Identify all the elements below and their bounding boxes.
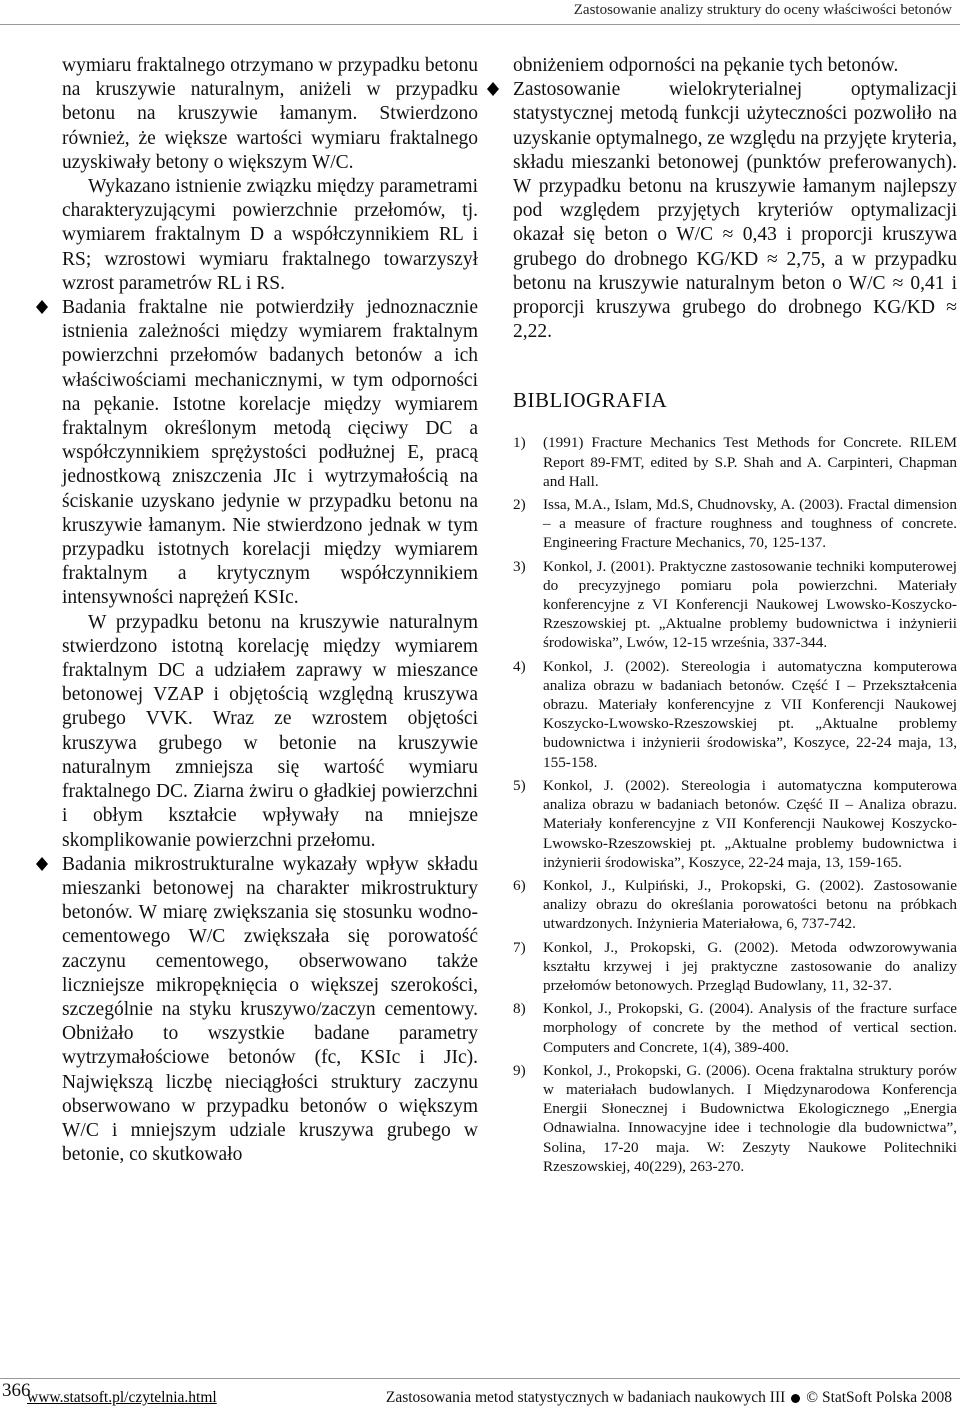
reference-item: [513, 433, 957, 491]
bullet-item: [62, 296, 478, 611]
reference-number: 5): [513, 776, 526, 794]
reference-text: Konkol, J. (2001). Praktyczne zastosowanie techniki komputerowej do precyzyjnego pomiaru pola powierzchni. Materiały konferencyjne z VI Konferencji Naukowej Lwowsko-Koszycko-Rzeszowskiej pt. „Aktualne problemy budownictwa i inżynierii środowiska”, Lwów, 12-15 września, 337-344.: [543, 557, 957, 652]
reference-number: 1): [513, 434, 526, 452]
reference-text: Konkol, J. (2002). Stereologia i automatyczna komputerowa analiza obrazu w badaniach betonów. Część II – Analiza obrazu. Materiały konferencyjne z VII Konferencji Naukowej Koszycko-Lwowsko-Rzeszowskiej pt. „Aktualne problemy budownictwa i inżynierii środowiska”, Koszyce, 22-24 maja, 13, 159-165.: [543, 776, 957, 871]
reference-number: 8): [513, 1000, 526, 1018]
diamond-bullet-icon: [36, 300, 48, 314]
reference-item: [513, 999, 957, 1057]
reference-text: Konkol, J., Prokopski, G. (2002). Metoda odwzorowywania kształtu krzywej i jej praktyczne zastosowanie do analizy przełomów betonowych. Przegląd Budowlany, 11, 32-37.: [543, 938, 957, 994]
reference-item: [513, 495, 957, 553]
diamond-bullet-icon: [36, 857, 48, 871]
diamond-bullet-icon: [487, 82, 499, 96]
reference-text: Konkol, J., Kulpiński, J., Prokopski, G. (2002). Zastosowanie analizy obrazu do określania porowatości betonu na próbkach utwardzonych. Inżynieria Materiałowa, 6, 737-742.: [543, 876, 957, 933]
bullet-text: Badania fraktalne nie potwierdziły jednoznacznie istnienia zależności między wymiarem fraktalnym powierzchni przełomów badanych betonów a ich właściwościami mechanicznymi, w tym odporności na pękanie. Istotne korelacje między wymiarem fraktalnym określonym metodą cięciwy DC a współczynnikiem sprężystości podłużnej E, pracą jednostkową zniszczenia JIc i wytrzymałością na ściskanie uzyskano jedynie w przypadku betonu na kruszywie łamanym. Nie stwierdzono jednak w tym przypadku istotnych korelacji między wymiarem fraktalnym a krytycznym współczynnikiem intensywności naprężeń KSIc.: [62, 297, 478, 609]
reference-item: [513, 657, 957, 772]
reference-number: 6): [513, 876, 526, 894]
page-number: 366: [2, 1380, 31, 1401]
reference-text: Konkol, J., Prokopski, G. (2006). Ocena fraktalna struktury porów w materiałach budowlanych. I Międzynarodowa Konferencja Energii Słonecznej i Budownictwa Ekologicznego „Energia Odnawialna. Innowacyjne idee i technologie dla budownictwa”, Solina, 17-20 maja. W: Zeszyty Naukowe Politechniki Rzeszowskiej, 40(229), 263-270.: [543, 1061, 957, 1175]
paragraph: Wykazano istnienie związku między parametrami charakteryzującymi powierzchnie przełomów, tj. wymiarem fraktalnym D a współczynnikiem RL i RS; wzrostowi wymiaru fraktalnego towarzyszył wzrost parametrów RL i RS.: [62, 176, 478, 294]
reference-item: [513, 938, 957, 996]
reference-text: (1991) Fracture Mechanics Test Methods for Concrete. RILEM Report 89-FMT, edited by S.P. Shah and A. Carpinteri, Chapman and Hall.: [543, 434, 957, 490]
header-rule: [0, 24, 960, 25]
bullet-item: [62, 853, 478, 1168]
reference-text: Konkol, J., Prokopski, G. (2004). Analysis of the fracture surface morphology of concrete by the method of vertical section. Computers and Concrete, 1(4), 389-400.: [543, 1000, 957, 1056]
bullet-item: [513, 78, 957, 344]
paragraph: wymiaru fraktalnego otrzymano w przypadku betonu na kruszywie naturalnym, aniżeli w przypadku betonu na kruszywie łamanym. Stwierdzono również, że większe wartości wymiaru fraktalnego uzyskiwały betony o większym W/C.: [62, 55, 478, 173]
footer-rule: [0, 1378, 960, 1379]
footer-link[interactable]: www.statsoft.pl/czytelnia.html: [27, 1389, 217, 1406]
reference-number: 2): [513, 496, 526, 514]
bullet-text: Badania mikrostrukturalne wykazały wpływ składu mieszanki betonowej na charakter mikrostruktury betonów. W miarę zwiększania się stosunku wodno-cementowego W/C zwiększała się porowatość zaczynu cementowego, obserwowano także liczniejsze mikropęknięcia o większej szerokości, szczególnie na styku kruszywo/zaczyn cementowy. Obniżało to wszystkie badane parametry wytrzymałościowe betonów (fc, KSIc i JIc). Największą liczbę nieciągłości struktury zaczynu obserwowano w przypadku betonów o większym W/C i mniejszym udziale kruszywa grubego w betonie, co skutkowało: [62, 853, 478, 1166]
reference-text: Konkol, J. (2002). Stereologia i automatyczna komputerowa analiza obrazu w badaniach betonów. Część I – Przekształcenia obrazu. Materiały konferencyjne z VII Konferencji Naukowej Koszycko-Lwowsko-Rzeszowskiej pt. „Aktualne problemy budownictwa i inżynierii środowiska”, Koszyce, 22-24 maja, 13, 155-158.: [543, 657, 957, 771]
copyright: © StatSoft Polska 2008: [806, 1389, 952, 1406]
footer-credit: [386, 1389, 952, 1407]
reference-item: [513, 1061, 957, 1176]
paragraph: W przypadku betonu na kruszywie naturalnym stwierdzono istotną korelację między wymiarem fraktalnym DC a udziałem zaprawy w mieszance betonowej VZAP i objętością względną kruszywa grubego VVK. Wraz ze wzrostem objętości kruszywa grubego w betonie na kruszywie naturalnym zmniejsza się wartość wymiaru fraktalnego DC. Ziarna żwiru o gładkiej powierzchni i obłym kształcie wpływały na mniejsze skomplikowanie powierzchni przełomu.: [62, 611, 478, 851]
reference-text: Issa, M.A., Islam, Md.S, Chudnovsky, A. (2003). Fractal dimension – a measure of fracture roughness and toughness of concrete. Engineering Fracture Mechanics, 70, 125-137.: [543, 496, 957, 552]
bibliography-heading: BIBLIOGRAFIA: [513, 388, 668, 413]
paragraph: obniżeniem odporności na pękanie tych betonów.: [513, 55, 899, 76]
reference-item: [513, 876, 957, 934]
bibliography-list: [513, 433, 957, 1176]
running-header: Zastosowanie analizy struktury do oceny właściwości betonów: [573, 2, 952, 18]
bullet-text: Zastosowanie wielokryterialnej optymalizacji statystycznej metodą funkcji użyteczności pozwoliło na uzyskanie optymalnego, ze względu na przyjęte kryteria, składu mieszanki betonowej (punktów preferowanych). W przypadku betonu na kruszywie łamanym najlepszy pod względem przyjętych kryteriów optymalizacji okazał się beton o W/C ≈ 0,43 i proporcji kruszywa grubego do drobnego KG/KD ≈ 2,75, a w przypadku betonu na kruszywie naturalnym beton o W/C ≈ 0,41 i proporcji kruszywa grubego do drobnego KG/KD ≈ 2,22.: [513, 79, 957, 343]
reference-number: 4): [513, 657, 526, 675]
series-title: Zastosowania metod statystycznych w badaniach naukowych III: [385, 1389, 786, 1406]
reference-item: [513, 776, 957, 872]
bullet-dot-icon: [791, 1394, 800, 1403]
reference-number: 7): [513, 938, 526, 956]
left-column: [62, 54, 478, 1167]
right-column: [513, 54, 957, 1180]
reference-item: [513, 557, 957, 653]
reference-number: 9): [513, 1061, 526, 1079]
reference-number: 3): [513, 557, 526, 575]
